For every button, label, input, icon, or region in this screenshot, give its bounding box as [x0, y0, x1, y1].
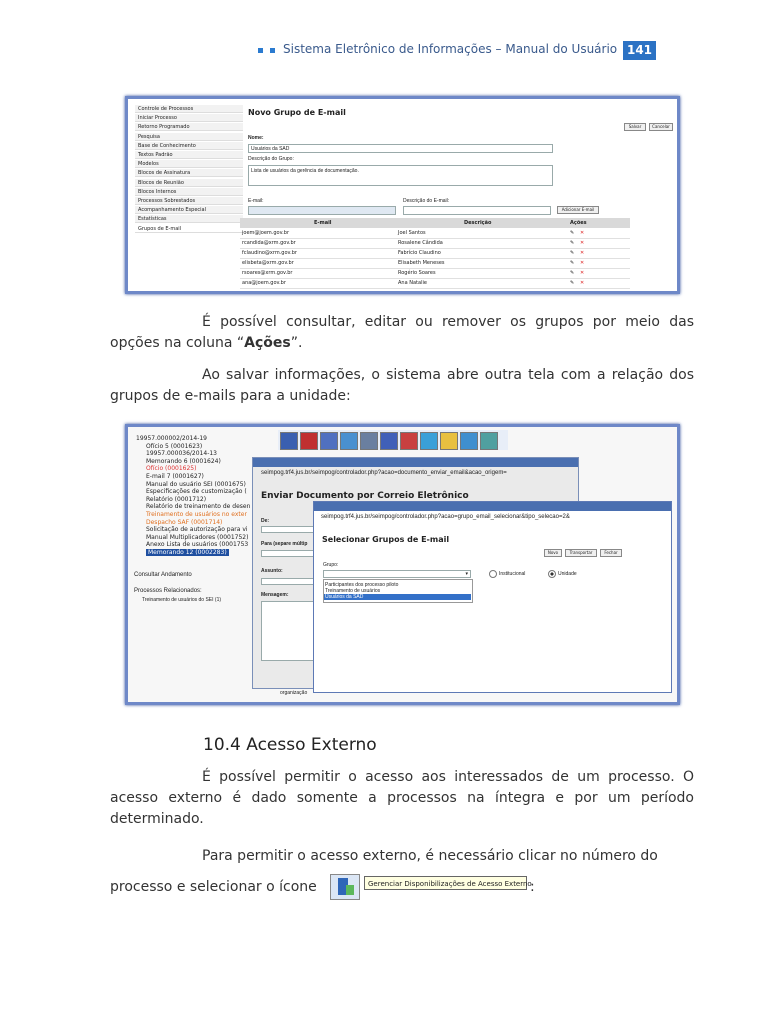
- col-email: E-mail: [314, 220, 332, 226]
- tree-item[interactable]: Especificações de customização (: [146, 488, 247, 496]
- from-input[interactable]: [261, 526, 321, 533]
- description-cell: Rogério Soares: [398, 270, 436, 276]
- tree-item[interactable]: Solicitação de autorização para vi: [146, 526, 248, 534]
- sidebar-item[interactable]: Blocos Internos: [135, 188, 243, 196]
- radio-institucional-label: Institucional: [499, 571, 526, 577]
- paragraph-end-colon: :: [530, 879, 535, 895]
- toolbar-icon[interactable]: [360, 432, 378, 450]
- delete-icon[interactable]: ✕: [580, 260, 585, 266]
- window-url[interactable]: seimpog.trf4.jus.br/seimpog/controlador.php?acao=grupo_email_selecionar&tipo_selecao=2&: [321, 514, 570, 520]
- tree-item[interactable]: Relatório de treinamento de desen: [146, 503, 251, 511]
- group-label: Grupo:: [323, 562, 339, 568]
- paragraph-acoes: [110, 312, 694, 354]
- side-menu: [135, 105, 243, 237]
- edit-icon[interactable]: ✎: [570, 270, 575, 276]
- table-header: [240, 218, 630, 228]
- header-title: Sistema Eletrônico de Informações – Manual do Usuário: [283, 42, 618, 56]
- email-input[interactable]: [248, 206, 396, 215]
- save-button[interactable]: Salvar: [624, 123, 646, 131]
- table-row: [240, 259, 630, 269]
- group-select[interactable]: [323, 570, 471, 578]
- paragraph-salvar: Ao salvar informações, o sistema abre outra tela com a relação dos grupos de e-mails para a unidade:: [110, 367, 694, 404]
- edit-icon[interactable]: ✎: [570, 230, 575, 236]
- consult-link[interactable]: Consultar Andamento: [134, 572, 192, 578]
- table-row: [240, 279, 630, 289]
- sidebar-item[interactable]: Base de Conhecimento: [135, 142, 243, 150]
- delete-icon[interactable]: ✕: [580, 240, 585, 246]
- sidebar-item[interactable]: Retorno Programado: [135, 123, 243, 131]
- paragraph-permitir-line1: Para permitir o acesso externo, é necessário clicar no número do: [202, 848, 658, 864]
- screenshot-grupos: [125, 424, 680, 705]
- col-actions: Ações: [570, 220, 587, 226]
- header-bullet: [258, 48, 263, 53]
- form-title: Novo Grupo de E-mail: [248, 108, 346, 117]
- delete-icon[interactable]: ✕: [580, 250, 585, 256]
- sidebar-item[interactable]: Iniciar Processo: [135, 114, 243, 122]
- close-button[interactable]: Fechar: [600, 549, 622, 557]
- para1-bold: Ações: [244, 335, 291, 351]
- tree-item[interactable]: Manual Multiplicadores (0001752): [146, 533, 249, 541]
- toolbar-icon[interactable]: [480, 432, 498, 450]
- sidebar-item[interactable]: Processos Sobrestados: [135, 197, 243, 205]
- header-bullet: [270, 48, 275, 53]
- window-titlebar: [314, 502, 671, 511]
- edit-icon[interactable]: ✎: [570, 280, 575, 286]
- screenshot-novo-grupo: [125, 96, 680, 294]
- toolbar-icon[interactable]: [320, 432, 338, 450]
- send-email-title: Enviar Documento por Correio Eletrônico: [261, 491, 469, 501]
- tree-item[interactable]: Despacho SAF (0001714): [146, 518, 223, 526]
- chevron-down-icon: ▾: [465, 571, 468, 577]
- option-item[interactable]: Participantes dos processo piloto: [325, 582, 399, 588]
- delete-icon[interactable]: ✕: [580, 230, 585, 236]
- related-label: Processos Relacionados:: [134, 588, 202, 594]
- table-row: [240, 269, 630, 279]
- desc-label: Descrição do Grupo:: [248, 156, 294, 162]
- email-cell: ana@joem.gov.br: [242, 280, 286, 286]
- option-item[interactable]: Treinamento de usuários: [325, 588, 381, 594]
- external-access-icon[interactable]: [330, 874, 360, 900]
- edit-icon[interactable]: ✎: [570, 250, 575, 256]
- delete-icon[interactable]: ✕: [580, 270, 585, 276]
- toolbar-icon[interactable]: [400, 432, 418, 450]
- cancel-button[interactable]: Cancelar: [649, 123, 673, 131]
- external-access-tooltip: Gerenciar Disponibilizações de Acesso Externo: [364, 876, 527, 890]
- email-cell: elisbeta@xrm.gov.br: [242, 260, 294, 266]
- tree-item[interactable]: Manual do usuário SEI (0001675): [146, 480, 246, 488]
- section-heading: 10.4 Acesso Externo: [203, 735, 377, 755]
- toolbar-icon[interactable]: [340, 432, 358, 450]
- group-options: [323, 579, 473, 603]
- sidebar-item[interactable]: Estatísticas: [135, 215, 243, 223]
- tree-item[interactable]: Anexo Lista de usuários (0001753: [146, 541, 249, 549]
- name-label: Nome:: [248, 135, 264, 141]
- message-textarea[interactable]: [261, 601, 321, 661]
- paragraph-acesso-externo: É possível permitir o acesso aos interessados de um processo. O acesso externo é dado somente a processos na íntegra e por um período determinado.: [110, 769, 694, 827]
- sidebar-item[interactable]: Modelos: [135, 160, 243, 168]
- process-tree: [128, 427, 268, 607]
- tree-item[interactable]: Ofício (0001625): [146, 465, 197, 473]
- email-cell: rsoares@xrm.gov.br: [242, 270, 293, 276]
- radio-unidade[interactable]: [548, 570, 556, 578]
- tree-item[interactable]: 19957.000036/2014-13: [146, 450, 217, 458]
- sidebar-item[interactable]: Blocos de Reunião: [135, 179, 243, 187]
- new-button[interactable]: Novo: [544, 549, 562, 557]
- transport-button[interactable]: Transportar: [565, 549, 597, 557]
- email-cell: rcandida@xrm.gov.br: [242, 240, 296, 246]
- tree-item[interactable]: Treinamento de usuários no exter: [146, 511, 247, 518]
- select-groups-title: Selecionar Grupos de E-mail: [322, 535, 450, 544]
- tree-item[interactable]: Ofício 5 (0001623): [146, 442, 203, 450]
- table-row: [240, 239, 630, 249]
- toolbar-icon[interactable]: [300, 432, 318, 450]
- bottom-text: organização: [280, 690, 308, 696]
- tree-item[interactable]: E-mail 7 (0001627): [146, 473, 204, 480]
- para1-end: ”.: [290, 335, 303, 351]
- window-titlebar: [253, 458, 578, 467]
- email-desc-label: Descrição do E-mail:: [403, 198, 450, 204]
- description-cell: Joel Santos: [398, 230, 426, 236]
- radio-unidade-label: Unidade: [558, 571, 577, 577]
- description-cell: Fabrício Claudino: [398, 250, 441, 256]
- sidebar-item[interactable]: Textos Padrão: [135, 151, 243, 159]
- table-row: [240, 229, 630, 239]
- toolbar-icon[interactable]: [280, 432, 298, 450]
- tree-item[interactable]: Memorando 12 (0002283): [148, 549, 227, 556]
- sidebar-item[interactable]: Acompanhamento Especial: [135, 206, 243, 214]
- toolbar-icon[interactable]: [420, 432, 438, 450]
- table-row: [240, 249, 630, 259]
- select-groups-window: [313, 501, 672, 693]
- col-desc: Descrição: [464, 220, 492, 226]
- subject-input[interactable]: [261, 578, 321, 585]
- subject-label: Assunto:: [261, 568, 283, 574]
- sidebar-item[interactable]: Pesquisa: [135, 133, 243, 141]
- description-cell: Ana Natalie: [398, 280, 427, 286]
- to-label: Para (separe múltip: [261, 541, 308, 547]
- sidebar-item[interactable]: Grupos de E-mail: [135, 225, 243, 233]
- add-email-button[interactable]: Adicionar E-mail: [557, 206, 599, 214]
- tree-item[interactable]: Memorando 6 (0001624): [146, 457, 221, 465]
- sidebar-item[interactable]: Blocos de Assinatura: [135, 169, 243, 177]
- email-cell: joem@joem.gov.br: [242, 230, 290, 236]
- from-label: De:: [261, 518, 270, 524]
- radio-institucional[interactable]: [489, 570, 497, 578]
- para1-text: É possível consultar, editar ou remover os grupos por meio das opções na coluna “: [110, 314, 694, 351]
- option-item-selected[interactable]: Usuários da SAD: [324, 594, 471, 600]
- delete-icon[interactable]: ✕: [580, 280, 585, 286]
- toolbar-icon[interactable]: [440, 432, 458, 450]
- desc-textarea[interactable]: Lista de usuários da gerência de documentação.: [248, 165, 553, 186]
- email-desc-input[interactable]: [403, 206, 551, 215]
- edit-icon[interactable]: ✎: [570, 260, 575, 266]
- door-shape: [346, 885, 354, 895]
- edit-icon[interactable]: ✎: [570, 240, 575, 246]
- tree-item[interactable]: Relatório (0001712): [146, 495, 207, 503]
- toolbar-icon[interactable]: [460, 432, 478, 450]
- related-item[interactable]: Treinamento de usuários do SEI (1): [142, 597, 222, 603]
- sidebar-item[interactable]: Controle de Processos: [135, 105, 243, 113]
- window-url[interactable]: seimpog.trf4.jus.br/seimpog/controlador.php?acao=documento_enviar_email&acao_origem=: [261, 470, 507, 476]
- to-input[interactable]: [261, 550, 321, 557]
- page-number: 141: [623, 41, 656, 60]
- email-label: E-mail:: [248, 198, 264, 204]
- tree-item[interactable]: 19957.000002/2014-19: [136, 435, 207, 442]
- name-input[interactable]: Usuários da SAD: [248, 144, 553, 153]
- description-cell: Elisabeth Meneses: [398, 260, 445, 266]
- toolbar: [278, 430, 508, 450]
- description-cell: Rosalene Cândida: [398, 240, 443, 246]
- message-label: Mensagem:: [261, 592, 289, 598]
- email-cell: fclaudino@xrm.gov.br: [242, 250, 297, 256]
- paragraph-permitir-line2: processo e selecionar o ícone: [110, 879, 317, 895]
- toolbar-icon[interactable]: [380, 432, 398, 450]
